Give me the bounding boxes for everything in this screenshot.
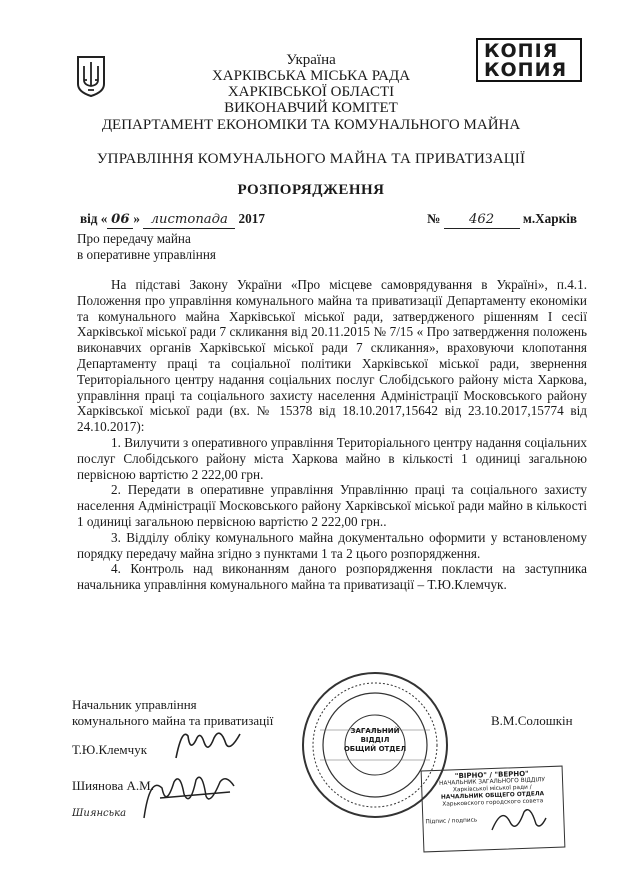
header-country: Україна (286, 52, 336, 68)
head-name: В.М.Солошкін (491, 713, 573, 728)
body-item-3: 3. Відділу обліку комунального майна документально оформити у встановленому порядку передачу майна згідно з пунктами 1 та 2 цього розпорядження. (77, 529, 587, 561)
round-seal-line3: ОБЩИЙ ОТДЕЛ (343, 745, 407, 753)
round-seal-line2: ВІДДІЛ (360, 736, 390, 744)
round-seal-text (330, 727, 420, 754)
verified-stamp-line2: Харківської міської ради / (452, 784, 532, 794)
preamble: На підставі Закону України «Про місцеве самоврядування в Україні», п.4.1. Положення про управління комунального майна та приватизації Департаменту економіки та комунального майна Харківської міської ради, затвердженого рішенням I сесії Харківської міської ради 7 скликання від 20.11.2015 № 7/15 « Про затвердження положень виконавчих органів Харківської міської ради 7 скликання», враховуючи клопотання Департаменту праці та соціальної політики Харківської міської ради, звернення Територіального центру надання соціальних послуг Слобідського району міста Харкова, управління праці та соціального захисту населення Адміністрації Московського району Харківської міської ради (вх. № 15378 від 18.10.2017,15642 від 23.10.2017,15774 від 24.10.2017): (77, 277, 587, 435)
verified-stamp-title: "ВІРНО" / "ВЕРНО" (454, 769, 529, 781)
header-administration: УПРАВЛІННЯ КОМУНАЛЬНОГО МАЙНА ТА ПРИВАТИЗАЦІЇ (96, 151, 526, 167)
copy-stamp-line1: КОПІЯ (484, 40, 559, 62)
header-region: ХАРКІВСЬКОЇ ОБЛАСТІ (227, 84, 395, 100)
document-header (0, 52, 622, 116)
position-line1: Начальник управління (72, 697, 197, 712)
signature-klemchuk-icon (168, 722, 248, 764)
verified-stamp-line3: НАЧАЛЬНИК ОБЩЕГО ОТДЕЛА (440, 791, 545, 801)
verified-stamp-line4: Харьковского городского совета (442, 798, 544, 808)
position-line2: комунального майна та приватизації (72, 713, 274, 728)
subject-line1: Про передачу майна (77, 231, 191, 246)
date-month: листопада (143, 212, 235, 229)
date-prefix: від « (80, 211, 108, 226)
handwritten-note: Шиянська (72, 808, 127, 819)
document-number (427, 211, 577, 229)
approver-name: Т.Ю.Клемчук (72, 742, 148, 757)
copy-stamp-line2: КОПИЯ (484, 59, 568, 81)
verified-stamp (421, 766, 566, 853)
date-day: 06 (107, 212, 133, 229)
subject (77, 231, 216, 263)
header-department: ДЕПАРТАМЕНТ ЕКОНОМІКИ ТА КОМУНАЛЬНОГО МАЙНА (101, 117, 521, 133)
executor-name: Шиянова А.М. (72, 778, 154, 793)
verified-stamp-line1: НАЧАЛЬНИК ЗАГАЛЬНОГО ВІДДІЛУ (438, 777, 546, 787)
round-seal-line1: ЗАГАЛЬНИЙ (350, 727, 400, 735)
document-city: м.Харків (522, 211, 577, 226)
document-type-title: РОЗПОРЯДЖЕННЯ (237, 182, 385, 198)
date-mid: » (133, 211, 140, 226)
subject-line2: в оперативне управління (77, 246, 216, 262)
verified-stamp-sign: Підпис / подпись (425, 817, 478, 826)
signature-shyianova-icon (140, 768, 240, 826)
body-item-1: 1. Вилучити з оперативного управління Територіального центру надання соціальних послуг Слобідського району міста Харкова майно в кількості 1 одиниці загальною первісною вартістю 2 222,00 грн. (77, 434, 587, 482)
number-value: 462 (444, 212, 520, 229)
body-item-2: 2. Передати в оперативне управління Управлінню праці та соціального захисту населення Адміністрації Московського району Харківської міської ради майно в кількості 1 одиниці загальною первісною вартістю 2 222,00 грн.. (77, 482, 587, 529)
body-item-4: 4. Контроль над виконанням даного розпорядження покласти на заступника начальника управління комунального майна та приватизації – Т.Ю.Клемчук. (77, 561, 587, 593)
header-council: ХАРКІВСЬКА МІСЬКА РАДА (211, 68, 411, 84)
number-prefix: № (427, 211, 441, 226)
document-body (77, 277, 587, 593)
document-date (80, 211, 265, 229)
header-committee: ВИКОНАВЧИЙ КОМІТЕТ (224, 100, 398, 116)
date-year: 2017 (238, 211, 265, 226)
